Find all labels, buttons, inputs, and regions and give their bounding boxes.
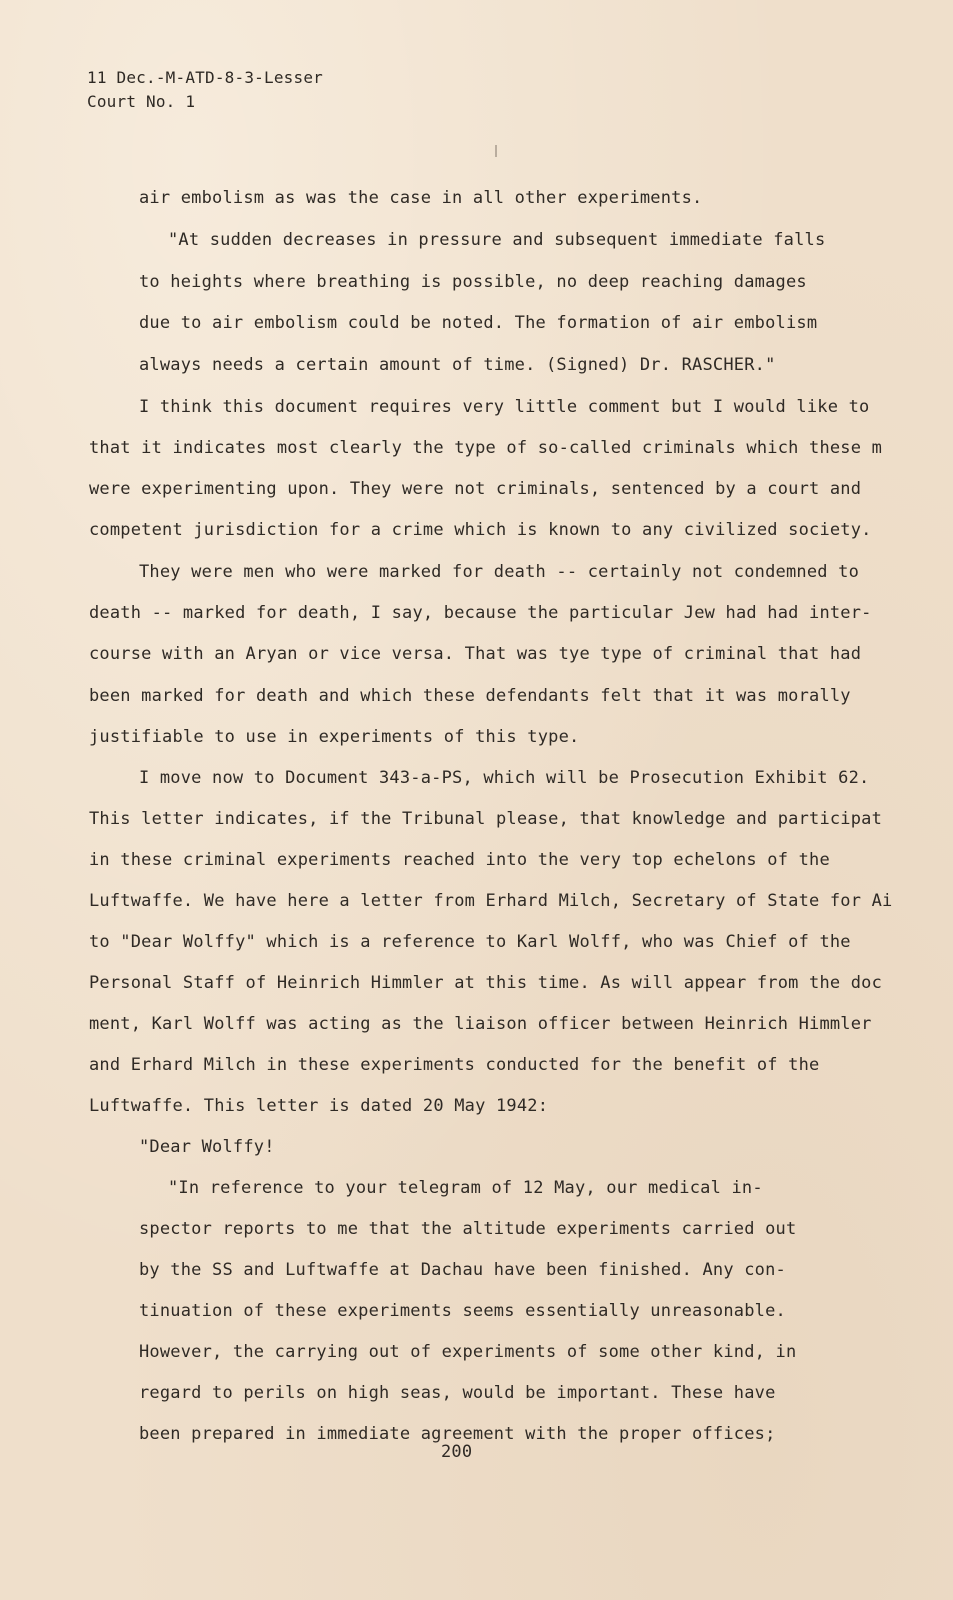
body-line: I think this document requires very little comment but I would like to bbox=[139, 397, 870, 417]
body-line: death -- marked for death, I say, because the particular Jew had had inter- bbox=[89, 603, 872, 623]
body-line: in these criminal experiments reached into the very top echelons of the bbox=[89, 850, 830, 870]
body-line: justifiable to use in experiments of this type. bbox=[89, 727, 580, 747]
body-line: This letter indicates, if the Tribunal please, that knowledge and participat bbox=[89, 809, 883, 829]
body-line: competent jurisdiction for a crime which is known to any civilized society. bbox=[89, 520, 872, 540]
body-line: "At sudden decreases in pressure and subsequent immediate falls bbox=[168, 230, 826, 250]
body-line: course with an Aryan or vice versa. That was tye type of criminal that had bbox=[89, 644, 862, 664]
body-line: They were men who were marked for death -- certainly not condemned to bbox=[139, 562, 860, 582]
body-line: that it indicates most clearly the type of so-called criminals which these m bbox=[89, 438, 883, 458]
body-line: due to air embolism could be noted. The formation of air embolism bbox=[139, 313, 818, 333]
quote-line: However, the carrying out of experiments of some other kind, in bbox=[139, 1342, 797, 1362]
body-line: been marked for death and which these defendants felt that it was morally bbox=[89, 686, 851, 706]
body-line: and Erhard Milch in these experiments conducted for the benefit of the bbox=[89, 1055, 820, 1075]
page-number: 200 bbox=[441, 1442, 473, 1462]
body-line: Luftwaffe. We have here a letter from Erhard Milch, Secretary of State for Ai bbox=[89, 891, 893, 911]
header-reference: 11 Dec.-M-ATD-8-3-Lesser bbox=[87, 68, 323, 87]
quote-line: regard to perils on high seas, would be important. These have bbox=[139, 1383, 776, 1403]
quote-line: tinuation of these experiments seems essentially unreasonable. bbox=[139, 1301, 786, 1321]
quote-line: by the SS and Luftwaffe at Dachau have been finished. Any con- bbox=[139, 1260, 786, 1280]
body-line: Personal Staff of Heinrich Himmler at this time. As will appear from the doc bbox=[89, 973, 883, 993]
paper-speck bbox=[495, 145, 497, 157]
body-line: air embolism as was the case in all other experiments. bbox=[139, 188, 703, 208]
quote-line: spector reports to me that the altitude experiments carried out bbox=[139, 1219, 797, 1239]
body-line: always needs a certain amount of time. (Signed) Dr. RASCHER." bbox=[139, 355, 776, 375]
body-line: ment, Karl Wolff was acting as the liaison officer between Heinrich Himmler bbox=[89, 1014, 872, 1034]
body-line: to heights where breathing is possible, no deep reaching damages bbox=[139, 272, 807, 292]
body-line: were experimenting upon. They were not criminals, sentenced by a court and bbox=[89, 479, 862, 499]
quote-line: "In reference to your telegram of 12 May, our medical in- bbox=[168, 1178, 763, 1198]
quote-salutation: "Dear Wolffy! bbox=[139, 1137, 275, 1157]
quote-line: been prepared in immediate agreement with the proper offices; bbox=[139, 1424, 776, 1444]
header-court: Court No. 1 bbox=[87, 92, 196, 111]
body-line: to "Dear Wolffy" which is a reference to Karl Wolff, who was Chief of the bbox=[89, 932, 851, 952]
body-line: I move now to Document 343-a-PS, which will be Prosecution Exhibit 62. bbox=[139, 768, 870, 788]
body-line: Luftwaffe. This letter is dated 20 May 1942: bbox=[89, 1096, 549, 1116]
